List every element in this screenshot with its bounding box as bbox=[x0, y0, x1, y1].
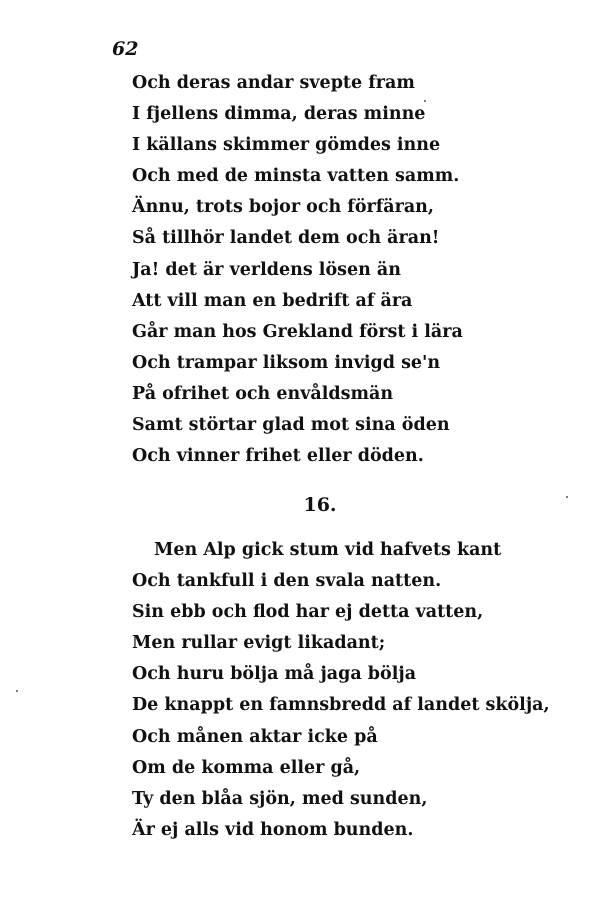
verse-line: Att vill man en bedrift af ära bbox=[132, 290, 413, 311]
print-speck bbox=[424, 100, 426, 102]
verse-line: Och tankfull i den svala natten. bbox=[132, 571, 442, 592]
verse-line: Samt störtar glad mot sina öden bbox=[132, 415, 450, 436]
verse-line: Och månen aktar icke på bbox=[132, 726, 378, 747]
verse-line: Och huru bölja må jaga bölja bbox=[132, 664, 417, 685]
section-number: 16. bbox=[303, 494, 337, 516]
verse-line: Ja! det är verldens lösen än bbox=[132, 259, 401, 280]
verse-line: Och trampar liksom invigd se'n bbox=[132, 352, 441, 373]
verse-line: Ty den blåa sjön, med sunden, bbox=[132, 788, 428, 809]
verse-line: Om de komma eller gå, bbox=[132, 757, 361, 778]
verse-line: På ofrihet och envåldsmän bbox=[132, 383, 394, 404]
verse-line: I källans skimmer gömdes inne bbox=[132, 135, 441, 156]
page-number: 62 bbox=[112, 38, 139, 60]
verse-line: Och deras andar svepte fram bbox=[132, 73, 415, 93]
stanza-2 bbox=[132, 535, 550, 846]
stanza-1 bbox=[132, 68, 463, 472]
verse-line: Sin ebb och flod har ej detta vatten, bbox=[132, 602, 484, 623]
verse-line: De knappt en famnsbredd af landet skölja, bbox=[132, 695, 550, 716]
verse-line: I fjellens dimma, deras minne bbox=[132, 104, 426, 125]
verse-line: Ännu, trots bojor och förfäran, bbox=[132, 197, 434, 218]
print-speck bbox=[16, 690, 18, 692]
verse-line: Så tillhör landet dem och äran! bbox=[132, 228, 440, 249]
verse-line: Och med de minsta vatten samm. bbox=[132, 166, 460, 187]
verse-line: Går man hos Grekland först i lära bbox=[132, 321, 463, 342]
verse-line: Är ej alls vid honom bunden. bbox=[132, 819, 414, 840]
verse-line: Men Alp gick stum vid hafvets kant bbox=[154, 540, 502, 560]
print-speck bbox=[566, 496, 568, 498]
verse-line: Och vinner frihet eller döden. bbox=[132, 446, 424, 467]
verse-line: Men rullar evigt likadant; bbox=[132, 633, 386, 654]
